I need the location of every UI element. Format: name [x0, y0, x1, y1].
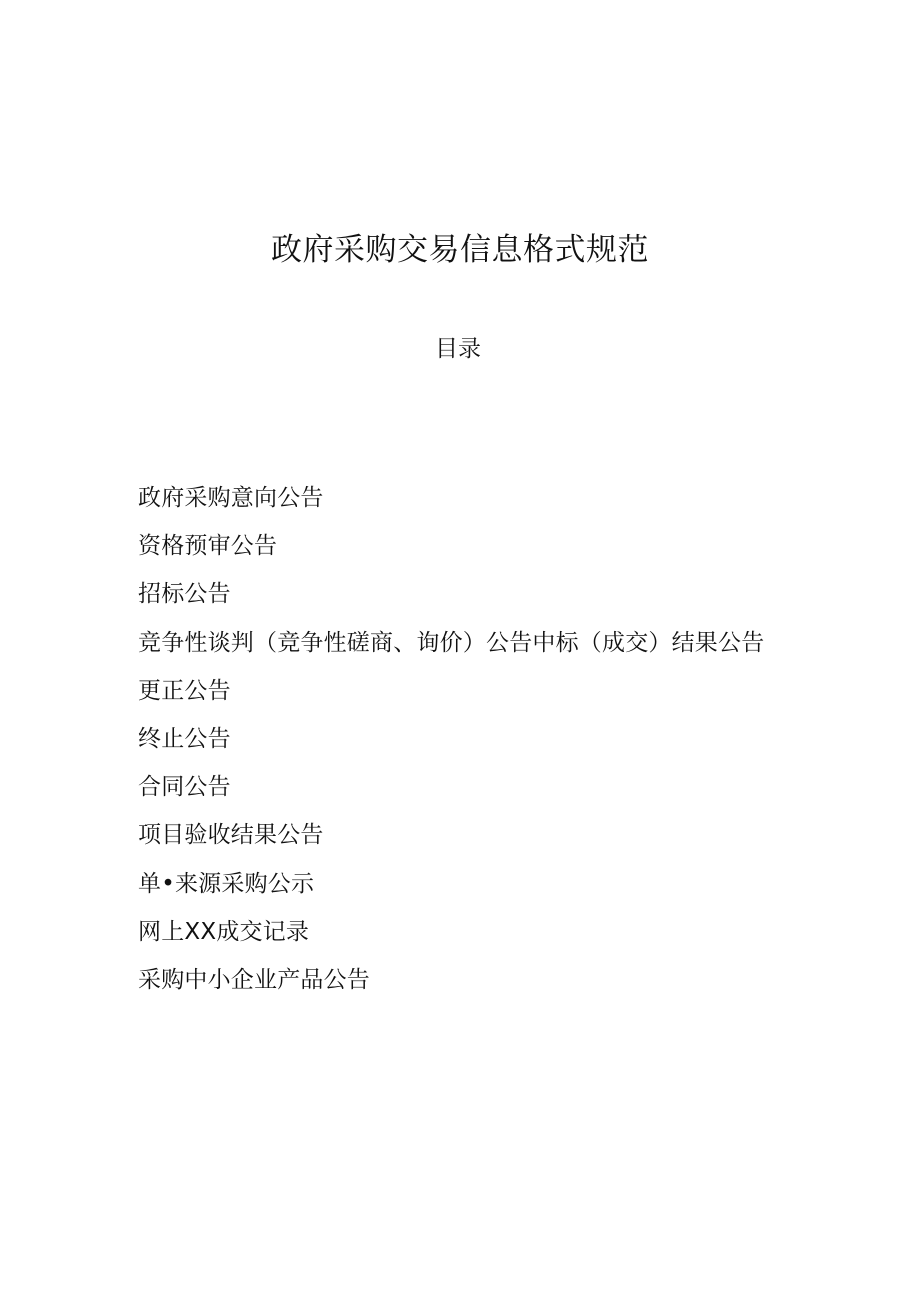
toc-item-negotiation-result-notice: 竞争性谈判（竞争性磋商、询价）公告中标（成交）结果公告	[138, 629, 765, 656]
toc-item-tender-notice: 招标公告	[138, 581, 231, 608]
toc-heading: 目录	[435, 336, 481, 362]
toc-item-sme-product-notice: 采购中小企业产品公告	[138, 966, 370, 993]
toc-item-intention-notice: 政府采购意向公告	[138, 485, 324, 511]
table-of-contents	[138, 474, 764, 1004]
toc-item-termination-notice: 终止公告	[138, 725, 231, 752]
toc-item-correction-notice: 更正公告	[138, 677, 231, 704]
toc-item-single-source-publicity: 单•来源采购公示	[138, 870, 315, 897]
toc-item-online-transaction-record: 网上XX成交记录	[138, 918, 310, 945]
toc-item-prequalification-notice: 资格预审公告	[138, 533, 278, 560]
toc-item-acceptance-result-notice: 项目验收结果公告	[138, 822, 324, 849]
document-title: 政府采购交易信息格式规范	[271, 232, 649, 268]
toc-item-contract-notice: 合同公告	[138, 774, 231, 801]
